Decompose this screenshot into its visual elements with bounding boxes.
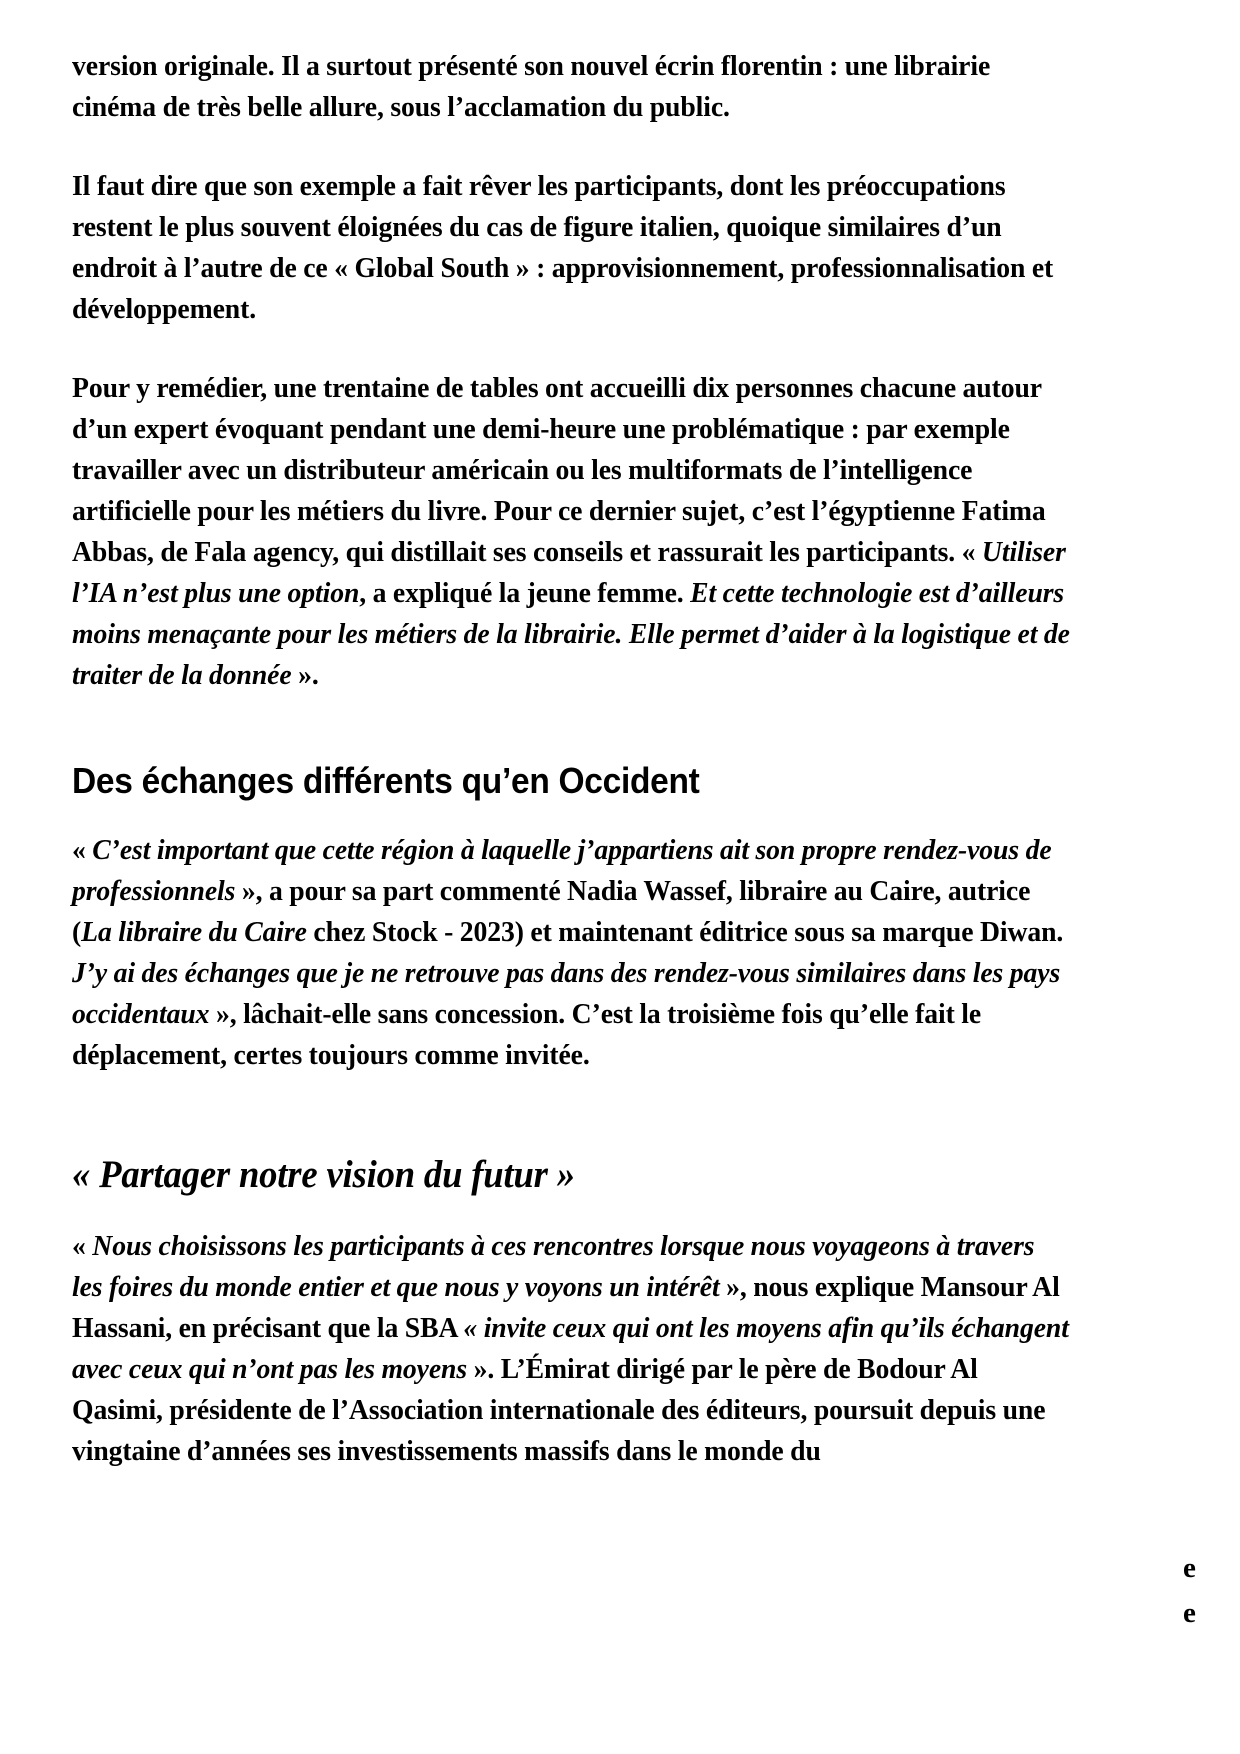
paragraph-4-run-1: «	[72, 834, 93, 866]
paragraph-1	[72, 46, 1070, 128]
paragraph-1-text: version originale. Il a surtout présenté son nouvel écrin florentin : une librairie cinéma de très belle allure, sous l’acclamation du public.	[72, 50, 991, 123]
paragraph-4-run-4: », lâchait-elle sans concession. C’est la troisième fois qu’elle fait le déplacement, certes toujours comme invitée.	[72, 998, 982, 1071]
occluded-text-fragment-1: e	[1183, 1552, 1196, 1584]
paragraph-3-quote-1: Utiliser l’IA n’est plus une option	[72, 536, 1066, 609]
article-content	[72, 46, 1072, 1510]
paragraph-4	[72, 830, 1070, 1076]
heading-1-spacer	[72, 734, 1072, 752]
paragraph-3	[72, 368, 1070, 696]
paragraph-4-booktitle: La libraire du Caire	[81, 916, 307, 948]
paragraph-5-run-1: «	[72, 1230, 93, 1262]
paragraph-3-run-1: Pour y remédier, une trentaine de tables ont accueilli dix personnes chacune autour d’un expert évoquant pendant une demi-heure une problématique : par exemple travailler avec un distributeur américain ou les multiformats de l’intelligence artificielle pour les métiers du livre. Pour ce dernier sujet, c’est l’égyptienne Fatima Abbas, de Fala agency, qui distillait ses conseils et rassurait les participants. «	[72, 372, 1046, 568]
paragraph-4-quote-1: C’est important que cette région à laquelle j’appartiens ait son propre rendez-vous de professionnels	[72, 834, 1052, 907]
paragraph-3-run-2: , a expliqué la jeune femme.	[359, 577, 691, 609]
paragraph-5-quote-1: Nous choisissons les participants à ces rencontres lorsque nous voyageons à travers les foires du monde entier et que nous y voyons un intérêt	[72, 1230, 1035, 1303]
paragraph-2	[72, 166, 1070, 330]
paragraph-4-quote-2: J’y ai des échanges que je ne retrouve pas dans des rendez-vous similaires dans les pays occidentaux	[72, 957, 1061, 1030]
occluded-text-fragment-2: e	[1183, 1597, 1196, 1629]
white-occlusion-overlay	[930, 1528, 1130, 1754]
paragraph-5	[72, 1226, 1070, 1472]
paragraph-3-quote-2: Et cette technologie est d’ailleurs moins menaçante pour les métiers de la librairie. Elle permet d’aider à la logistique et de traiter de la donnée	[72, 577, 1070, 691]
paragraph-2-text: Il faut dire que son exemple a fait rêver les participants, dont les préoccupations restent le plus souvent éloignées du cas de figure italien, quoique similaires d’un endroit à l’autre de ce « Global South » : approvisionnement, professionnalisation et développement.	[72, 170, 1054, 325]
paragraph-5-run-3: ». L’Émirat dirigé par le père de Bodour Al Qasimi, présidente de l’Association internationale des éditeurs, poursuit depuis une vingtaine d’années ses investissements massifs dans le monde du	[72, 1353, 1046, 1467]
heading-2-spacer	[72, 1114, 1072, 1140]
section-heading-2: « Partager notre vision du futur »	[72, 1153, 575, 1196]
paragraph-5-run-2: », nous explique Mansour Al Hassani, en précisant que la SBA	[72, 1271, 1060, 1344]
paragraph-5-quote-2: « invite ceux qui ont les moyens afin qu’ils échangent avec ceux qui n’ont pas les moyens	[72, 1312, 1069, 1385]
section-heading-1: Des échanges différents qu’en Occident	[72, 760, 700, 801]
paragraph-4-run-2: », a pour sa part commenté Nadia Wassef, libraire au Caire, autrice (	[72, 875, 1031, 948]
paragraph-3-run-3: ».	[291, 659, 319, 691]
paragraph-4-run-3: chez Stock - 2023) et maintenant éditrice sous sa marque Diwan.	[306, 916, 1064, 948]
